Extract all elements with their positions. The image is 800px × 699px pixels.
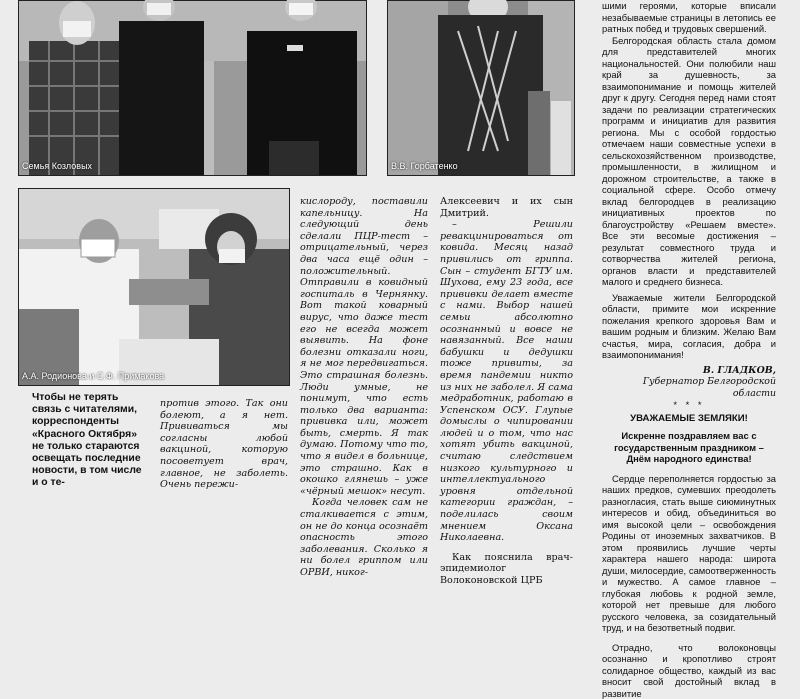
greeting-paragraph: Белгородская область стала домом для представителей многих национальностей. Они полюбили наш край за душевность, за взаимопонимание и помощь жителей друг к другу. Сегодня перед нами стоят задачи по реализации стратегических программ и инициатив для развития региона. Мы с особой гордостью отмечаем наши совместные успехи в сельскохозяйственном производстве, промышленности, в жилищном и дорожном строительстве, а также в социальной сфере. Особо отмечу вклад белгородцев в реализацию инициативных проектов по благоустройству «Решаем вместе». Все эти весомые достижения – результат совместного труда и сотворчества жителей региона, органов власти и представителей малого и среднего бизнеса. [602,35,776,288]
photo-man-caption: В.В. Горбатенко [391,161,458,171]
greeting-paragraph: шими героями, которые вписали незабываемые страницы в летопись ее ратных побед и трудовых свершений. [602,0,776,35]
greeting-lead: Искренне поздравляем вас с государственным праздником – Днём народного единства! [602,430,776,465]
article-paragraph: против этого. Так они болеют, а я нет. Прививаться мы согласны любой вакциной, которую посоветует врач, главное, не заболеть. Очень пережи- [160,398,288,491]
article-column-middle [300,196,428,450]
photo-family [18,0,367,176]
greeting-paragraph: Отрадно, что волоконовцы осознанно и кропотливо строят солидарное общество, каждый из вас вносит свой достойный вклад в развитие [602,642,776,699]
signature-title: Губернатор Белгородской области [643,376,776,399]
article-quote: – Решили ревакцинироваться от ковида. Месяц назад привились от гриппа. Сын – студент БГТУ им. Шухова, ему 23 года, все прививки делает вместе с нами. Выбор нашей семьи абсолютно осознанный и вовсе не навязанный. Все наши бабушки и дедушки тоже привиты, за время пандемии никто из них не заболел. Я сама медработник, работаю в Успенском ОСУ. Глупые домыслы о чипировании людей и о том, что нас хотят убить вакциной, считаю следствием низкого культурного и интеллектуального уровня отдельной категории граждан, – поделилась своим мнением Оксана Николаевна. [440,219,573,544]
photo-man [387,0,575,176]
greeting-paragraph: Сердце переполняется гордостью за наших предков, сумевших преодолеть разногласия, стать выше сиюминутных интересов и обид, объединиться во имя высокой цели – освобождения Родины от иноземных захватчиков. В этом проявились лучшие черты характера нашего народа: широта души, милосердие, самоотверженность и мужество. А самое главное – глубокая любовь к родной земле, которой нет превыше для любого русского человека, за созидательный труд, и на безответный подвиг. [602,473,776,634]
photo-nurse [18,188,290,386]
signature [602,365,776,400]
article-paragraph: Алексеевич и их сын Дмитрий. [440,196,573,219]
article-column-left [160,398,288,450]
article-paragraph: Как пояснила врач-эпидемиолог Волоконовской ЦРБ [440,552,573,587]
governor-greeting-column [602,0,776,450]
bottom-left-lead: Чтобы не терять связь с читателями, корреспонденты «Красного Октября» не только стараются освещать последние новости, в том числе и о те- [32,392,144,450]
article-paragraph: Когда человек сам не сталкивается с этим, он не до конца осознаёт опасность этого заболевания. Сколько я ни болел гриппом или ОРВИ, никог- [300,497,428,578]
separator-stars: * * * [602,399,776,411]
signature-name: В. ГЛАДКОВ, [703,365,776,376]
article-paragraph: кислороду, поставили капельницу. На следующий день сделали ПЦР-тест – отрицательный, через два часа ещё один – положительный. Отправили в ковидный госпиталь в Чернянку. Вот такой коварный вирус, что даже тест его не всегда может выявить. На фоне болезни отказали ноги, я не мог передвигаться. Это страшная болезнь. Люди умные, не понимут, что есть только два варианта: прививка или, может быть, смерть. Я так думаю. Потому что то, что я видел в больнице, это страшно. Как в окошко глянешь – уже «чёрный мешок» несут. [300,196,428,497]
photo-family-caption: Семья Козловых [22,161,92,171]
photo-nurse-caption: А.А. Родионова и С.Ф. Примакова [22,371,164,381]
article-column-right [440,196,573,450]
greeting-paragraph: Уважаемые жители Белгородской области, примите мои искренние пожелания крепкого здоровья Вам и вашим родным и близким. Желаю Вам счастья, мира, согласия, добра и взаимопонимания! [602,292,776,361]
section-heading: УВАЖАЕМЫЕ ЗЕМЛЯКИ! [602,413,776,425]
